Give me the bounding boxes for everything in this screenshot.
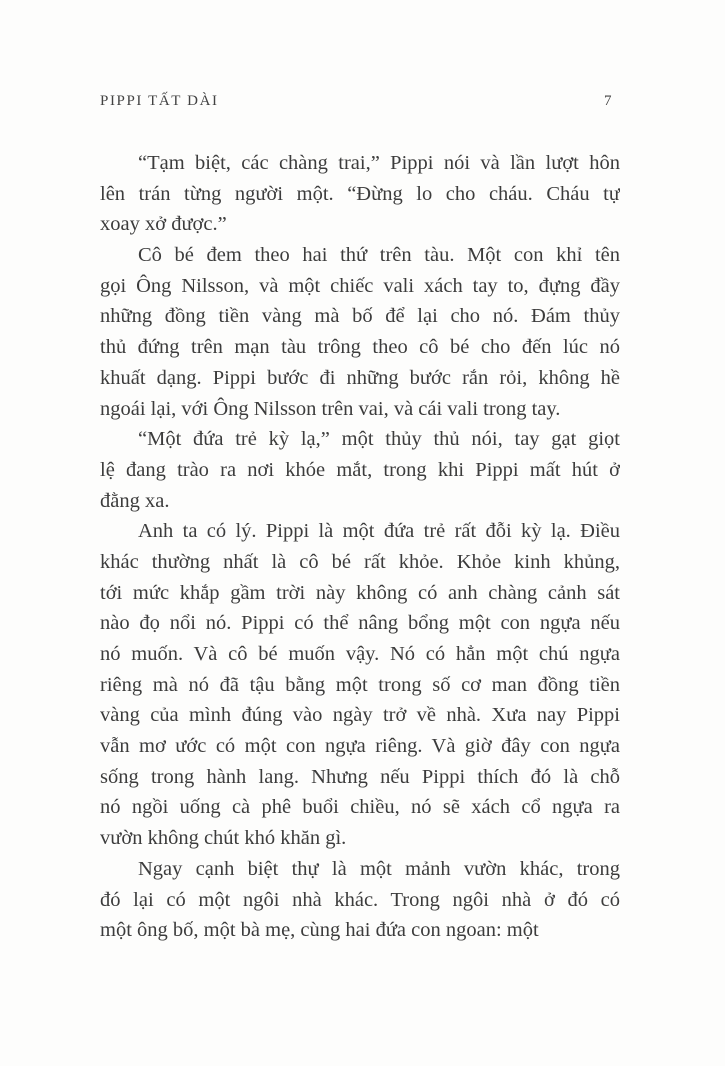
text-line: Anh ta có lý. Pippi là một đứa trẻ rất đỗi kỳ lạ. Điều xyxy=(138,520,620,543)
text-line: vườn không chút khó khăn gì. xyxy=(100,827,347,850)
text-line: nó ngồi uống cà phê buổi chiều, nó sẽ xách cổ ngựa ra xyxy=(100,796,620,819)
text-line: đó lại có một ngôi nhà khác. Trong ngôi nhà ở đó có xyxy=(100,888,620,911)
text-line: lệ đang trào ra nơi khóe mắt, trong khi Pippi mất hút ở xyxy=(100,458,620,481)
text-line: nó muốn. Và cô bé muốn vậy. Nó có hẳn một chú ngựa xyxy=(100,643,620,665)
text-line: xoay xở được.” xyxy=(100,213,227,236)
text-line: thủ đứng trên mạn tàu trông theo cô bé cho đến lúc nó xyxy=(100,336,620,359)
text-line: khác thường nhất là cô bé rất khỏe. Khỏe kinh khủng, xyxy=(100,550,620,573)
page-body xyxy=(100,148,620,946)
text-line: Ngay cạnh biệt thự là một mảnh vườn khác, trong xyxy=(138,857,620,880)
text-line: “Tạm biệt, các chàng trai,” Pippi nói và lần lượt hôn xyxy=(138,152,620,174)
text-line: một ông bố, một bà mẹ, cùng hai đứa con ngoan: một xyxy=(100,919,539,942)
text-line: tới mức khắp gầm trời này không có anh chàng cảnh sát xyxy=(100,581,620,604)
text-line: sống trong hành lang. Nhưng nếu Pippi thích đó là chỗ xyxy=(100,765,620,788)
running-header xyxy=(100,93,620,110)
running-title: PIPPI TẤT DÀI xyxy=(100,93,219,109)
text-line: riêng mà nó đã tậu bằng một trong số cơ man đồng tiền xyxy=(100,673,620,696)
text-line: những đồng tiền vàng mà bố để lại cho nó. Đám thủy xyxy=(100,305,620,328)
text-line: nào đọ nổi nó. Pippi có thể nâng bổng một con ngựa nếu xyxy=(100,612,620,635)
text-line: lên trán từng người một. “Đừng lo cho cháu. Cháu tự xyxy=(100,182,620,205)
text-line: đằng xa. xyxy=(100,489,170,512)
text-line: “Một đứa trẻ kỳ lạ,” một thủy thủ nói, tay gạt giọt xyxy=(138,428,620,451)
text-line: vàng của mình đúng vào ngày trở về nhà. Xưa nay Pippi xyxy=(100,704,620,727)
text-line: gọi Ông Nilsson, và một chiếc vali xách tay to, đựng đầy xyxy=(100,274,620,297)
text-line: khuất dạng. Pippi bước đi những bước rắn rỏi, không hề xyxy=(100,366,620,389)
text-line: Cô bé đem theo hai thứ trên tàu. Một con khỉ tên xyxy=(138,244,620,267)
page-number: 7 xyxy=(604,93,612,109)
text-line: vẫn mơ ước có một con ngựa riêng. Và giờ đây con ngựa xyxy=(100,735,620,758)
text-line: ngoái lại, với Ông Nilsson trên vai, và cái vali trong tay. xyxy=(100,397,561,420)
